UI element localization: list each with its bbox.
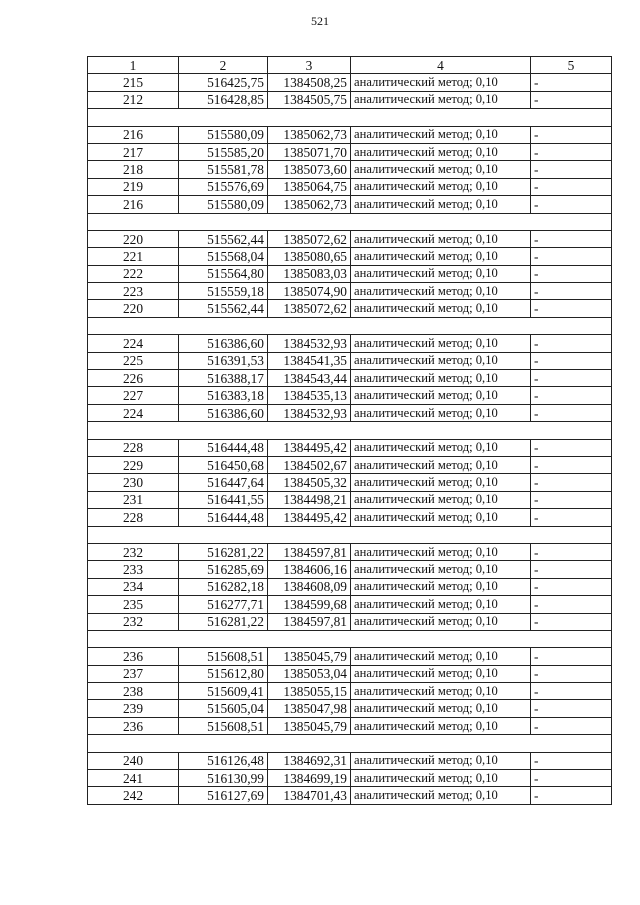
method-accuracy-cell: аналитический метод; 0,10	[351, 370, 531, 387]
note-cell: -	[531, 543, 612, 560]
note-cell: -	[531, 561, 612, 578]
y-coordinate-cell: 1385062,73	[268, 196, 351, 213]
method-accuracy-cell: аналитический метод; 0,10	[351, 439, 531, 456]
point-number-cell: 241	[88, 770, 179, 787]
table-row	[88, 265, 612, 282]
note-cell: -	[531, 613, 612, 630]
y-coordinate-cell: 1384543,44	[268, 370, 351, 387]
table-row	[88, 283, 612, 300]
x-coordinate-cell: 515562,44	[179, 230, 268, 247]
note-cell: -	[531, 387, 612, 404]
x-coordinate-cell: 516388,17	[179, 370, 268, 387]
header-col-3: 3	[268, 57, 351, 74]
point-number-cell: 234	[88, 578, 179, 595]
table-row	[88, 456, 612, 473]
note-cell: -	[531, 74, 612, 91]
y-coordinate-cell: 1384508,25	[268, 74, 351, 91]
header-col-2: 2	[179, 57, 268, 74]
method-accuracy-cell: аналитический метод; 0,10	[351, 578, 531, 595]
x-coordinate-cell: 515609,41	[179, 683, 268, 700]
table-row	[88, 439, 612, 456]
note-cell: -	[531, 665, 612, 682]
y-coordinate-cell: 1384495,42	[268, 509, 351, 526]
point-number-cell: 236	[88, 717, 179, 734]
method-accuracy-cell: аналитический метод; 0,10	[351, 787, 531, 804]
table-row	[88, 700, 612, 717]
y-coordinate-cell: 1384505,75	[268, 91, 351, 108]
point-number-cell: 223	[88, 283, 179, 300]
table-row	[88, 387, 612, 404]
note-cell: -	[531, 143, 612, 160]
point-number-cell: 235	[88, 596, 179, 613]
y-coordinate-cell: 1385083,03	[268, 265, 351, 282]
method-accuracy-cell: аналитический метод; 0,10	[351, 178, 531, 195]
method-accuracy-cell: аналитический метод; 0,10	[351, 74, 531, 91]
point-number-cell: 232	[88, 543, 179, 560]
method-accuracy-cell: аналитический метод; 0,10	[351, 283, 531, 300]
point-number-cell: 222	[88, 265, 179, 282]
point-number-cell: 232	[88, 613, 179, 630]
method-accuracy-cell: аналитический метод; 0,10	[351, 387, 531, 404]
point-number-cell: 237	[88, 665, 179, 682]
method-accuracy-cell: аналитический метод; 0,10	[351, 248, 531, 265]
point-number-cell: 220	[88, 230, 179, 247]
y-coordinate-cell: 1384502,67	[268, 456, 351, 473]
x-coordinate-cell: 516383,18	[179, 387, 268, 404]
point-number-cell: 216	[88, 126, 179, 143]
table-row	[88, 665, 612, 682]
x-coordinate-cell: 516386,60	[179, 404, 268, 421]
y-coordinate-cell: 1384541,35	[268, 352, 351, 369]
table-row	[88, 161, 612, 178]
x-coordinate-cell: 516130,99	[179, 770, 268, 787]
table-row	[88, 787, 612, 804]
method-accuracy-cell: аналитический метод; 0,10	[351, 456, 531, 473]
table-row	[88, 491, 612, 508]
x-coordinate-cell: 516428,85	[179, 91, 268, 108]
note-cell: -	[531, 770, 612, 787]
group-separator-row	[88, 526, 612, 543]
point-number-cell: 226	[88, 370, 179, 387]
table-row	[88, 335, 612, 352]
x-coordinate-cell: 516282,18	[179, 578, 268, 595]
point-number-cell: 228	[88, 509, 179, 526]
method-accuracy-cell: аналитический метод; 0,10	[351, 665, 531, 682]
y-coordinate-cell: 1385045,79	[268, 717, 351, 734]
method-accuracy-cell: аналитический метод; 0,10	[351, 265, 531, 282]
note-cell: -	[531, 474, 612, 491]
point-number-cell: 224	[88, 335, 179, 352]
table-row	[88, 596, 612, 613]
x-coordinate-cell: 516447,64	[179, 474, 268, 491]
x-coordinate-cell: 515585,20	[179, 143, 268, 160]
x-coordinate-cell: 516386,60	[179, 335, 268, 352]
table-row	[88, 230, 612, 247]
point-number-cell: 242	[88, 787, 179, 804]
group-separator-cell	[88, 422, 612, 439]
y-coordinate-cell: 1384495,42	[268, 439, 351, 456]
y-coordinate-cell: 1384597,81	[268, 543, 351, 560]
x-coordinate-cell: 516281,22	[179, 543, 268, 560]
x-coordinate-cell: 516425,75	[179, 74, 268, 91]
method-accuracy-cell: аналитический метод; 0,10	[351, 596, 531, 613]
point-number-cell: 240	[88, 752, 179, 769]
x-coordinate-cell: 516441,55	[179, 491, 268, 508]
method-accuracy-cell: аналитический метод; 0,10	[351, 491, 531, 508]
note-cell: -	[531, 300, 612, 317]
x-coordinate-cell: 515612,80	[179, 665, 268, 682]
note-cell: -	[531, 283, 612, 300]
note-cell: -	[531, 196, 612, 213]
x-coordinate-cell: 515581,78	[179, 161, 268, 178]
method-accuracy-cell: аналитический метод; 0,10	[351, 161, 531, 178]
y-coordinate-cell: 1384505,32	[268, 474, 351, 491]
table-row	[88, 543, 612, 560]
table-row	[88, 178, 612, 195]
x-coordinate-cell: 515580,09	[179, 126, 268, 143]
note-cell: -	[531, 126, 612, 143]
table-row	[88, 126, 612, 143]
y-coordinate-cell: 1385047,98	[268, 700, 351, 717]
method-accuracy-cell: аналитический метод; 0,10	[351, 352, 531, 369]
group-separator-cell	[88, 735, 612, 752]
header-col-4: 4	[351, 57, 531, 74]
method-accuracy-cell: аналитический метод; 0,10	[351, 509, 531, 526]
page-number: 521	[311, 14, 329, 28]
group-separator-cell	[88, 317, 612, 334]
table-row	[88, 578, 612, 595]
note-cell: -	[531, 230, 612, 247]
point-number-cell: 239	[88, 700, 179, 717]
table-row	[88, 770, 612, 787]
point-number-cell: 236	[88, 648, 179, 665]
y-coordinate-cell: 1384606,16	[268, 561, 351, 578]
note-cell: -	[531, 752, 612, 769]
x-coordinate-cell: 516450,68	[179, 456, 268, 473]
y-coordinate-cell: 1385045,79	[268, 648, 351, 665]
table-row	[88, 91, 612, 108]
point-number-cell: 219	[88, 178, 179, 195]
x-coordinate-cell: 515580,09	[179, 196, 268, 213]
note-cell: -	[531, 578, 612, 595]
table-row	[88, 404, 612, 421]
x-coordinate-cell: 515608,51	[179, 717, 268, 734]
note-cell: -	[531, 596, 612, 613]
table-row	[88, 143, 612, 160]
x-coordinate-cell: 516444,48	[179, 439, 268, 456]
point-number-cell: 230	[88, 474, 179, 491]
method-accuracy-cell: аналитический метод; 0,10	[351, 717, 531, 734]
y-coordinate-cell: 1385074,90	[268, 283, 351, 300]
y-coordinate-cell: 1385064,75	[268, 178, 351, 195]
y-coordinate-cell: 1385080,65	[268, 248, 351, 265]
method-accuracy-cell: аналитический метод; 0,10	[351, 143, 531, 160]
y-coordinate-cell: 1385055,15	[268, 683, 351, 700]
y-coordinate-cell: 1385072,62	[268, 230, 351, 247]
group-separator-row	[88, 735, 612, 752]
note-cell: -	[531, 178, 612, 195]
point-number-cell: 221	[88, 248, 179, 265]
y-coordinate-cell: 1385071,70	[268, 143, 351, 160]
note-cell: -	[531, 717, 612, 734]
group-separator-row	[88, 109, 612, 126]
note-cell: -	[531, 787, 612, 804]
note-cell: -	[531, 248, 612, 265]
table-header-row	[88, 57, 612, 74]
x-coordinate-cell: 516127,69	[179, 787, 268, 804]
method-accuracy-cell: аналитический метод; 0,10	[351, 683, 531, 700]
x-coordinate-cell: 515608,51	[179, 648, 268, 665]
point-number-cell: 216	[88, 196, 179, 213]
x-coordinate-cell: 516126,48	[179, 752, 268, 769]
y-coordinate-cell: 1384692,31	[268, 752, 351, 769]
note-cell: -	[531, 456, 612, 473]
table-row	[88, 474, 612, 491]
point-number-cell: 218	[88, 161, 179, 178]
point-number-cell: 231	[88, 491, 179, 508]
x-coordinate-cell: 516285,69	[179, 561, 268, 578]
x-coordinate-cell: 515576,69	[179, 178, 268, 195]
method-accuracy-cell: аналитический метод; 0,10	[351, 543, 531, 560]
group-separator-row	[88, 630, 612, 647]
y-coordinate-cell: 1384498,21	[268, 491, 351, 508]
method-accuracy-cell: аналитический метод; 0,10	[351, 648, 531, 665]
point-number-cell: 228	[88, 439, 179, 456]
table-row	[88, 196, 612, 213]
y-coordinate-cell: 1384608,09	[268, 578, 351, 595]
group-separator-row	[88, 422, 612, 439]
x-coordinate-cell: 515559,18	[179, 283, 268, 300]
group-separator-cell	[88, 109, 612, 126]
point-number-cell: 238	[88, 683, 179, 700]
note-cell: -	[531, 648, 612, 665]
note-cell: -	[531, 335, 612, 352]
y-coordinate-cell: 1384699,19	[268, 770, 351, 787]
table-row	[88, 370, 612, 387]
group-separator-row	[88, 213, 612, 230]
point-number-cell: 224	[88, 404, 179, 421]
x-coordinate-cell: 515562,44	[179, 300, 268, 317]
header-col-1: 1	[88, 57, 179, 74]
table-row	[88, 648, 612, 665]
x-coordinate-cell: 515605,04	[179, 700, 268, 717]
y-coordinate-cell: 1384535,13	[268, 387, 351, 404]
x-coordinate-cell: 516444,48	[179, 509, 268, 526]
table-row	[88, 717, 612, 734]
x-coordinate-cell: 516391,53	[179, 352, 268, 369]
point-number-cell: 220	[88, 300, 179, 317]
group-separator-cell	[88, 213, 612, 230]
table-row	[88, 752, 612, 769]
note-cell: -	[531, 161, 612, 178]
y-coordinate-cell: 1385072,62	[268, 300, 351, 317]
note-cell: -	[531, 700, 612, 717]
method-accuracy-cell: аналитический метод; 0,10	[351, 196, 531, 213]
method-accuracy-cell: аналитический метод; 0,10	[351, 300, 531, 317]
note-cell: -	[531, 352, 612, 369]
point-number-cell: 227	[88, 387, 179, 404]
point-number-cell: 217	[88, 143, 179, 160]
header-col-5: 5	[531, 57, 612, 74]
x-coordinate-cell: 516281,22	[179, 613, 268, 630]
note-cell: -	[531, 509, 612, 526]
y-coordinate-cell: 1385073,60	[268, 161, 351, 178]
table-row	[88, 248, 612, 265]
point-number-cell: 215	[88, 74, 179, 91]
note-cell: -	[531, 683, 612, 700]
point-number-cell: 212	[88, 91, 179, 108]
table-row	[88, 683, 612, 700]
table-row	[88, 300, 612, 317]
point-number-cell: 229	[88, 456, 179, 473]
note-cell: -	[531, 491, 612, 508]
x-coordinate-cell: 515568,04	[179, 248, 268, 265]
method-accuracy-cell: аналитический метод; 0,10	[351, 230, 531, 247]
coordinates-table	[87, 56, 612, 805]
group-separator-cell	[88, 630, 612, 647]
note-cell: -	[531, 91, 612, 108]
y-coordinate-cell: 1384532,93	[268, 404, 351, 421]
point-number-cell: 233	[88, 561, 179, 578]
method-accuracy-cell: аналитический метод; 0,10	[351, 126, 531, 143]
y-coordinate-cell: 1384532,93	[268, 335, 351, 352]
table-row	[88, 74, 612, 91]
y-coordinate-cell: 1384599,68	[268, 596, 351, 613]
method-accuracy-cell: аналитический метод; 0,10	[351, 752, 531, 769]
table-row	[88, 352, 612, 369]
table-body	[88, 74, 612, 804]
table-row	[88, 561, 612, 578]
method-accuracy-cell: аналитический метод; 0,10	[351, 561, 531, 578]
method-accuracy-cell: аналитический метод; 0,10	[351, 404, 531, 421]
method-accuracy-cell: аналитический метод; 0,10	[351, 770, 531, 787]
y-coordinate-cell: 1384597,81	[268, 613, 351, 630]
method-accuracy-cell: аналитический метод; 0,10	[351, 91, 531, 108]
table-row	[88, 613, 612, 630]
y-coordinate-cell: 1385053,04	[268, 665, 351, 682]
group-separator-cell	[88, 526, 612, 543]
point-number-cell: 225	[88, 352, 179, 369]
method-accuracy-cell: аналитический метод; 0,10	[351, 335, 531, 352]
note-cell: -	[531, 439, 612, 456]
x-coordinate-cell: 515564,80	[179, 265, 268, 282]
y-coordinate-cell: 1384701,43	[268, 787, 351, 804]
note-cell: -	[531, 404, 612, 421]
y-coordinate-cell: 1385062,73	[268, 126, 351, 143]
group-separator-row	[88, 317, 612, 334]
note-cell: -	[531, 370, 612, 387]
note-cell: -	[531, 265, 612, 282]
x-coordinate-cell: 516277,71	[179, 596, 268, 613]
method-accuracy-cell: аналитический метод; 0,10	[351, 700, 531, 717]
table-row	[88, 509, 612, 526]
method-accuracy-cell: аналитический метод; 0,10	[351, 613, 531, 630]
method-accuracy-cell: аналитический метод; 0,10	[351, 474, 531, 491]
